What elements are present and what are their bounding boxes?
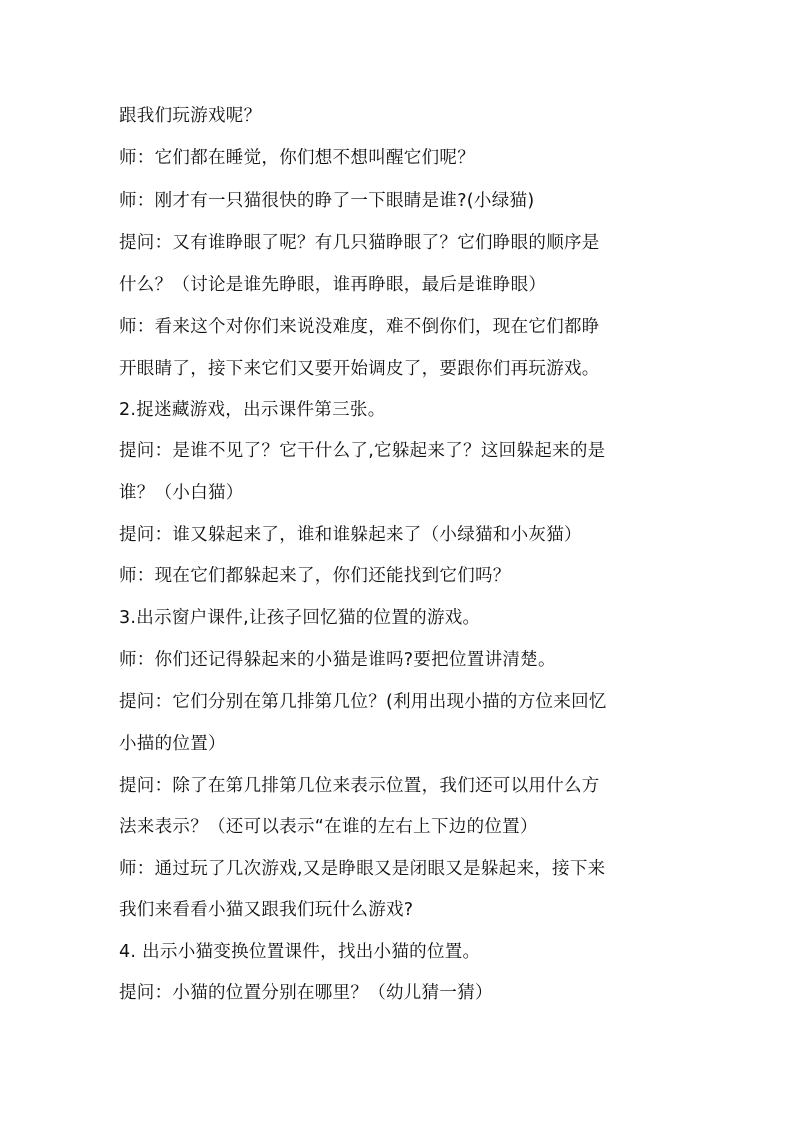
text-line: 提问：又有谁睁眼了呢？有几只猫睁眼了？它们睁眼的顺序是 — [119, 233, 600, 253]
text-line: 师：刚才有一只猫很快的睁了一下眼睛是谁?(小绿猫) — [119, 191, 535, 211]
text-line: 提问：谁又躲起来了，谁和谁躲起来了（小绿猫和小灰猫） — [119, 525, 582, 545]
text-line: 提问：是谁不见了？它干什么了,它躲起来了？这回躲起来的是 — [119, 441, 606, 461]
text-line: 师：通过玩了几次游戏,又是睁眼又是闭眼又是躲起来，接下来 — [119, 859, 606, 879]
text-line: 4. 出示小猫变换位置课件，找出小猫的位置。 — [119, 942, 481, 962]
text-line: 什么？（讨论是谁先睁眼，谁再睁眼，最后是谁睁眼） — [119, 275, 547, 295]
text-line: 3.出示窗户课件,让孩子回忆猫的位置的游戏。 — [119, 608, 481, 628]
text-line: 小描的位置） — [119, 734, 226, 754]
text-line: 谁？（小白猫） — [119, 483, 244, 503]
text-line: 提问：小猫的位置分别在哪里？（幼儿猜一猜） — [119, 983, 493, 1003]
text-line: 提问：除了在第几排第几位来表示位置，我们还可以用什么方 — [119, 776, 600, 796]
text-line: 师：现在它们都躲起来了，你们还能找到它们吗？ — [119, 566, 511, 586]
text-line: 我们来看看小猫又跟我们玩什么游戏? — [119, 900, 414, 920]
text-line: 开眼睛了，接下来它们又要开始调皮了，要跟你们再玩游戏。 — [119, 359, 600, 379]
text-line: 师：你们还记得躲起来的小猫是谁吗?要把位置讲清楚。 — [119, 650, 556, 670]
text-line: 2.捉迷藏游戏，出示课件第三张。 — [119, 400, 386, 420]
text-line: 师：看来这个对你们来说没难度，难不倒你们，现在它们都睁 — [119, 317, 600, 337]
text-line: 提问：它们分别在第几排第几位？(利用出现小描的方位来回忆 — [119, 692, 607, 712]
text-line: 法来表示？（还可以表示“在谁的左右上下边的位置） — [119, 817, 538, 837]
text-line: 师：它们都在睡觉，你们想不想叫醒它们呢？ — [119, 148, 475, 168]
text-line: 跟我们玩游戏呢？ — [119, 106, 262, 126]
